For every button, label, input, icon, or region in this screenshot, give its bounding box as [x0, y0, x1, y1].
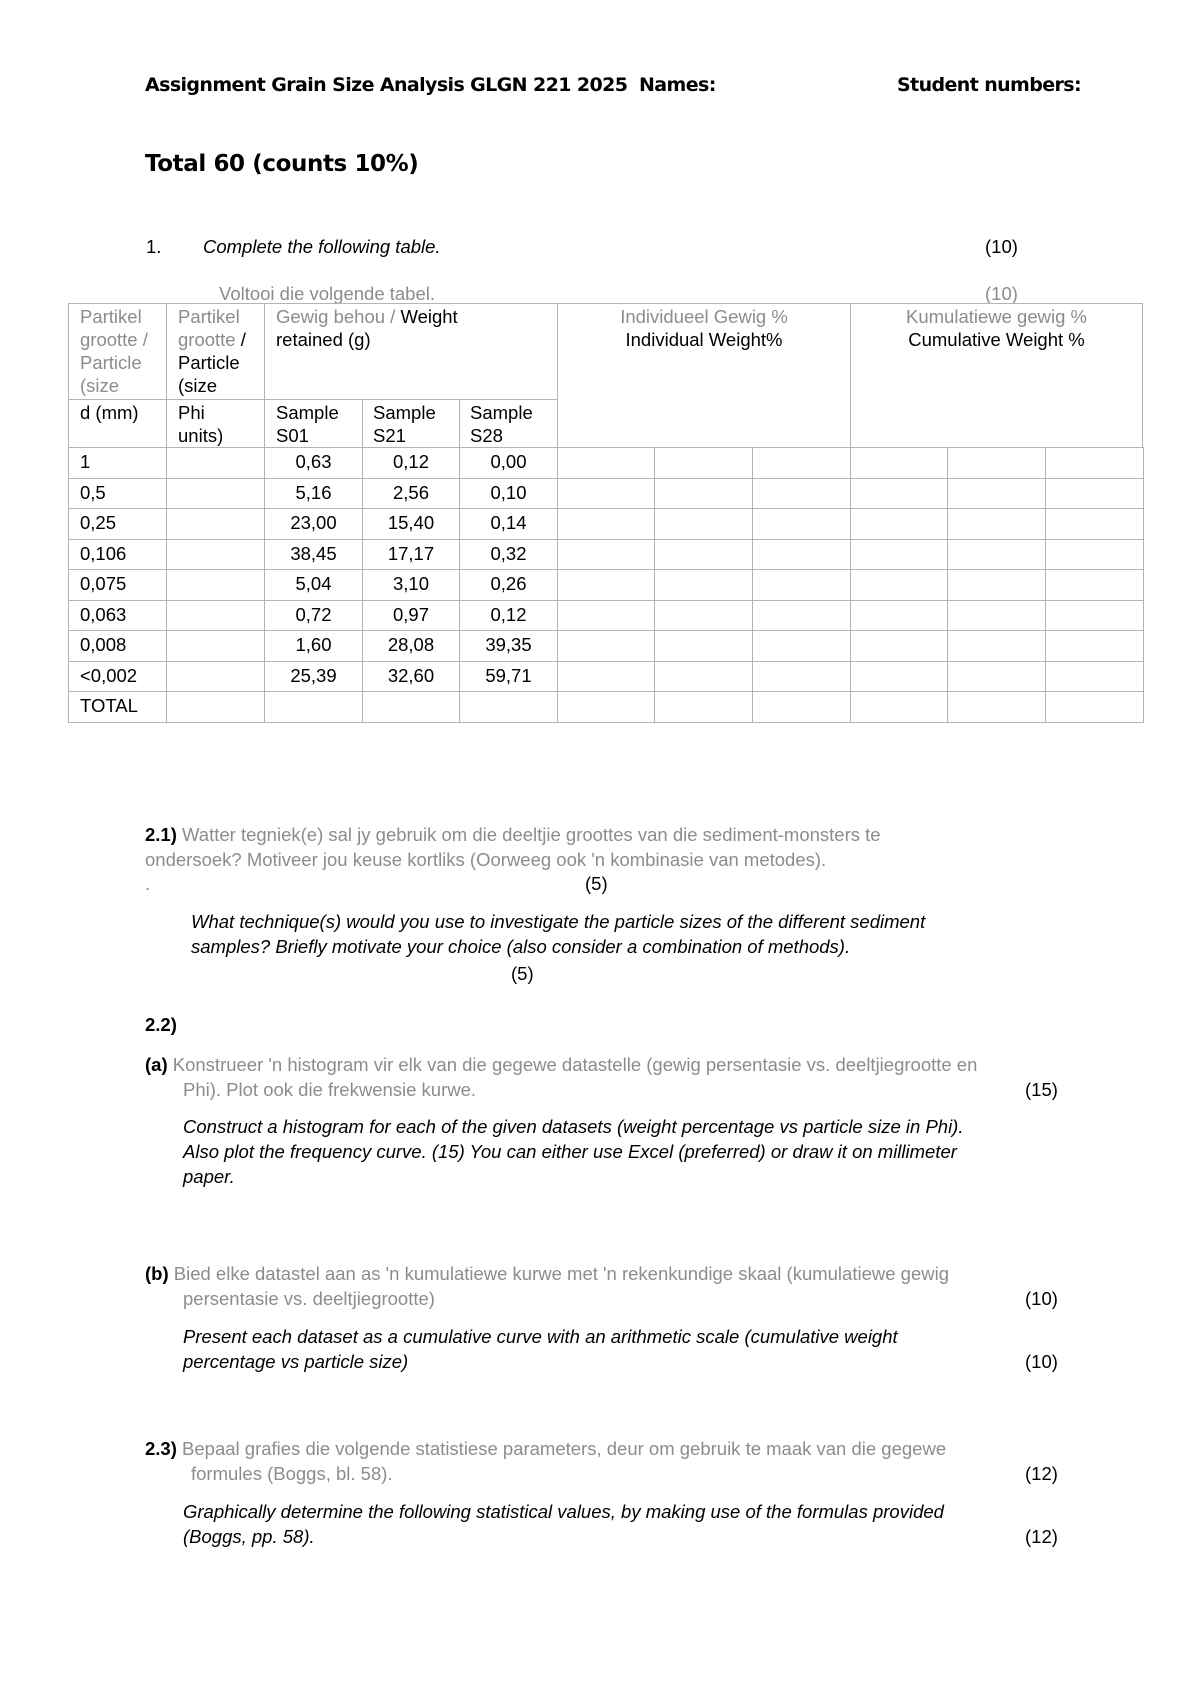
table-cell: [947, 600, 1046, 631]
table-cell: [557, 508, 655, 540]
table-cell: [166, 691, 265, 723]
q2-2b-af-text1: Bied elke datastel aan as 'n kumulatiewe kurwe met 'n rekenkundige skaal (kumulatiewe gewig: [168, 1263, 949, 1284]
table-cell: [752, 539, 851, 570]
row-s21-value: 28,08: [387, 634, 435, 655]
table-cell: [557, 447, 655, 479]
table-cell: [264, 691, 363, 723]
table-cell: [752, 630, 851, 662]
sub-phi-2: units): [178, 425, 224, 446]
h-weight-af: Gewig behou: [276, 306, 386, 327]
table-cell: [557, 569, 655, 601]
q2-2a-en-line3: paper.: [183, 1166, 235, 1187]
row-s01-value: 5,04: [295, 573, 332, 594]
q2-3-label: 2.3): [145, 1438, 177, 1459]
q2-1-label: 2.1): [145, 824, 177, 845]
h1-line2: grootte /: [80, 329, 148, 350]
table-cell: [166, 447, 265, 479]
table-cell: [166, 569, 265, 601]
sub-s21-2: S21: [373, 425, 406, 446]
h2-line3: Particle: [178, 352, 240, 373]
table-cell: [850, 661, 948, 692]
row-s01-value: 23,00: [290, 512, 337, 533]
h1-line4: (size: [80, 375, 120, 396]
table-cell: [166, 508, 265, 540]
q2-2a-af-line2: Phi). Plot ook die frekwensie kurwe.: [183, 1079, 477, 1100]
sub-s01-1: Sample: [276, 402, 339, 423]
h-weight-line1: [276, 305, 458, 328]
h-weight-slash: /: [385, 306, 401, 327]
q2-1-af-line1: [145, 824, 881, 846]
row-s21-value: 0,97: [392, 604, 429, 625]
h2-line2-af: grootte: [178, 329, 236, 350]
assignment-title: Assignment Grain Size Analysis GLGN 221 2025: [145, 74, 628, 96]
table-cell: [654, 539, 753, 570]
row-d-value: 0,075: [80, 573, 127, 594]
table-cell: [947, 661, 1046, 692]
table-cell: [1045, 691, 1144, 723]
q2-1-af-line2: ondersoek? Motiveer jou keuse kortliks (Oorweeg ook 'n kombinasie van metodes).: [145, 849, 827, 870]
table-cell: [654, 630, 753, 662]
table-cell: [654, 600, 753, 631]
table-cell: [654, 569, 753, 601]
table-cell: [654, 691, 753, 723]
row-s01-value: 1,60: [295, 634, 332, 655]
table-cell: [557, 600, 655, 631]
table-cell: [947, 569, 1046, 601]
table-cell: [850, 569, 948, 601]
table-cell: [752, 600, 851, 631]
h1-line1: Partikel: [80, 306, 142, 327]
h2-line1: Partikel: [178, 306, 240, 327]
table-cell: [166, 539, 265, 570]
h-indiv-en: Individual Weight%: [625, 329, 783, 350]
q2-2a-af-text1: Konstrueer 'n histogram vir elk van die gegewe datastelle (gewig persentasie vs. deeltjiegrootte en: [167, 1054, 978, 1075]
table-cell: [557, 661, 655, 692]
q2-2a-en-line1: Construct a histogram for each of the given datasets (weight percentage vs particle size in Phi).: [183, 1116, 964, 1137]
table-cell: [1045, 447, 1144, 479]
table-cell: [1045, 661, 1144, 692]
table-cell: [947, 478, 1046, 509]
row-s21-value: 2,56: [392, 482, 429, 503]
row-d-value: 1: [80, 451, 91, 472]
q2-3-af-text1: Bepaal grafies die volgende statistiese parameters, deur om gebruik te maak van die gegewe: [176, 1438, 947, 1459]
table-cell: [654, 447, 753, 479]
sub-s28-2: S28: [470, 425, 503, 446]
table-cell: [557, 478, 655, 509]
table-cell: [947, 508, 1046, 540]
table-cell: [850, 478, 948, 509]
row-s01-value: 5,16: [295, 482, 332, 503]
q2-3-en-line2: (Boggs, pp. 58).: [183, 1526, 315, 1547]
table-cell: [166, 661, 265, 692]
table-cell: [947, 447, 1046, 479]
table-cell: [850, 539, 948, 570]
row-s28-value: 0,12: [490, 604, 527, 625]
table-cell: [1045, 600, 1144, 631]
q2-2b-af-line1: [145, 1263, 949, 1285]
names-label: Names:: [639, 74, 716, 96]
table-cell: [1045, 508, 1144, 540]
q2-1-en-line2: samples? Briefly motivate your choice (also consider a combination of methods).: [191, 936, 851, 957]
table-cell: [459, 691, 558, 723]
table-cell: [752, 569, 851, 601]
q2-3-af-line1: [145, 1438, 946, 1460]
q2-2b-marks-af: (10): [1025, 1288, 1058, 1309]
total-marks-heading: Total 60 (counts 10%): [145, 151, 419, 177]
sub-s28-1: Sample: [470, 402, 533, 423]
table-cell: [557, 630, 655, 662]
q2-2a-en-line2: Also plot the frequency curve. (15) You can either use Excel (preferred) or draw it on millimeter: [183, 1141, 957, 1162]
h2-line2: [178, 328, 246, 351]
h-weight-line2: retained (g): [276, 329, 371, 350]
table-cell: [850, 447, 948, 479]
table-cell: [654, 508, 753, 540]
q2-2b-af-line2: persentasie vs. deeltjiegrootte): [183, 1288, 435, 1309]
table-cell: [1045, 630, 1144, 662]
table-cell: [1045, 539, 1144, 570]
row-s28-value: 0,32: [490, 543, 527, 564]
q1-text-af: Voltooi die volgende tabel.: [219, 283, 436, 304]
sub-d: d (mm): [80, 402, 139, 423]
row-s28-value: 0,00: [490, 451, 527, 472]
table-cell: [1045, 569, 1144, 601]
table-cell: [850, 630, 948, 662]
row-s21-value: 32,60: [387, 665, 435, 686]
h2-line2-slash: /: [235, 329, 246, 350]
table-cell: [752, 661, 851, 692]
table-cell: [1045, 478, 1144, 509]
q2-3-marks-en: (12): [1025, 1526, 1058, 1547]
row-s01-value: 0,72: [295, 604, 332, 625]
h-weight-en: Weight: [400, 306, 458, 327]
sub-s21-1: Sample: [373, 402, 436, 423]
q1-text-en: Complete the following table.: [203, 236, 441, 257]
row-s21-value: 15,40: [387, 512, 435, 533]
row-s21-value: 0,12: [392, 451, 429, 472]
table-cell: [166, 478, 265, 509]
q2-3-en-line1: Graphically determine the following statistical values, by making use of the formulas provided: [183, 1501, 944, 1522]
h1-line3: Particle: [80, 352, 142, 373]
row-s01-value: 25,39: [290, 665, 337, 686]
h-cum-af: Kumulatiewe gewig %: [906, 306, 1087, 327]
table-cell: [166, 600, 265, 631]
q2-3-marks-af: (12): [1025, 1463, 1058, 1484]
table-cell: [654, 661, 753, 692]
q2-1-af-text1: Watter tegniek(e) sal jy gebruik om die deeltjie groottes van die sediment-monsters te: [176, 824, 881, 845]
row-s01-value: 0,63: [295, 451, 332, 472]
table-cell: [850, 508, 948, 540]
q2-2-label: 2.2): [145, 1014, 177, 1035]
q1-number: 1.: [146, 236, 162, 257]
row-s28-value: 39,35: [485, 634, 532, 655]
q2-3-af-line2: formules (Boggs, bl. 58).: [191, 1463, 393, 1484]
row-d-value: TOTAL: [80, 695, 138, 716]
h2-line4: (size: [178, 375, 218, 396]
h-indiv-af: Individueel Gewig %: [620, 306, 788, 327]
sub-s01-2: S01: [276, 425, 309, 446]
q2-2a-af-line1: [145, 1054, 977, 1076]
q2-2a-label: (a): [145, 1054, 168, 1075]
table-cell: [752, 691, 851, 723]
row-s28-value: 0,26: [490, 573, 527, 594]
row-s28-value: 0,10: [490, 482, 527, 503]
table-cell: [557, 539, 655, 570]
row-s21-value: 17,17: [387, 543, 435, 564]
table-cell: [850, 600, 948, 631]
q2-1-en-line1: What technique(s) would you use to investigate the particle sizes of the different sediment: [191, 911, 926, 932]
q1-marks-en: (10): [985, 236, 1018, 257]
q2-1-dot: .: [145, 873, 151, 894]
q2-2b-en-line1: Present each dataset as a cumulative curve with an arithmetic scale (cumulative weight: [183, 1326, 898, 1347]
table-cell: [752, 508, 851, 540]
q2-2a-marks-af: (15): [1025, 1079, 1058, 1100]
q1-marks-af: (10): [985, 283, 1018, 304]
table-cell: [752, 478, 851, 509]
table-cell: [166, 630, 265, 662]
h-cum-en: Cumulative Weight %: [908, 329, 1085, 350]
sub-phi-1: Phi: [178, 402, 205, 423]
row-d-value: 0,5: [80, 482, 106, 503]
q2-1-marks-en: (5): [511, 963, 534, 984]
q2-2b-label: (b): [145, 1263, 169, 1284]
q2-2b-en-line2: percentage vs particle size): [183, 1351, 409, 1372]
row-d-value: 0,106: [80, 543, 127, 564]
table-cell: [947, 539, 1046, 570]
row-s28-value: 0,14: [490, 512, 527, 533]
table-cell: [557, 691, 655, 723]
q2-1-marks-af: (5): [585, 873, 608, 894]
row-s28-value: 59,71: [485, 665, 532, 686]
table-cell: [850, 691, 948, 723]
table-cell: [362, 691, 460, 723]
row-s01-value: 38,45: [290, 543, 337, 564]
student-numbers-label: Student numbers:: [897, 74, 1082, 96]
row-d-value: 0,008: [80, 634, 127, 655]
q2-2b-marks-en: (10): [1025, 1351, 1058, 1372]
row-d-value: <0,002: [80, 665, 138, 686]
row-d-value: 0,063: [80, 604, 127, 625]
row-s21-value: 3,10: [392, 573, 429, 594]
row-d-value: 0,25: [80, 512, 117, 533]
table-cell: [752, 447, 851, 479]
table-cell: [947, 691, 1046, 723]
table-cell: [654, 478, 753, 509]
table-cell: [947, 630, 1046, 662]
